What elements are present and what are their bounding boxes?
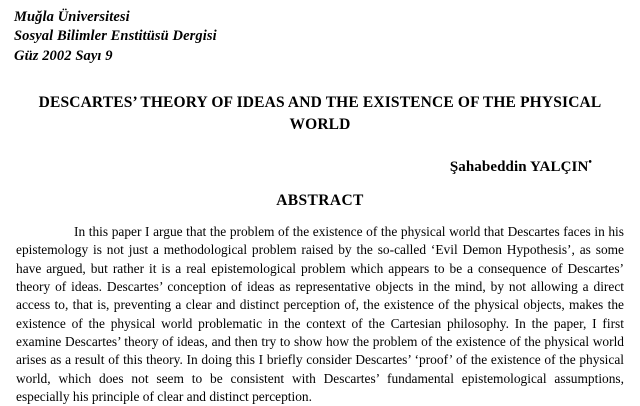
author-name: Şahabeddin YALÇIN (449, 158, 589, 175)
journal-subtitle: Sosyal Bilimler Enstitüsü Dergisi (14, 28, 217, 45)
footnote-marker: • (588, 156, 592, 168)
page-title: DESCARTES’ THEORY OF IDEAS AND THE EXISTENCE OF THE PHYSICAL WORLD (38, 93, 602, 134)
abstract-heading: ABSTRACT (276, 191, 364, 209)
abstract-text: In this paper I argue that the problem of the existence of the physical world that Descartes faces in his epistemology is not just a methodological problem raised by the so-called ‘Evil Demon Hypothesis’, as some have argued, but rather it is a real epistemological problem which appears to be a consequence of Descartes’ theory of ideas. Descartes’ conception of ideas as representative objects in the mind, by not allowing a direct access to, that is, preventing a clear and distinct perception of, the existence of the physical objects, makes the existence of the physical world problematic in the context of the Cartesian philosophy. In the paper, I first examine Descartes’ theory of ideas, and then try to show how the problem of the existence of the physical world arises as a result of this theory. In doing this I briefly consider Descartes’ ‘proof’ of the existence of the physical world, which does not seem to be consistent with Descartes’ fundamental epistemological assumptions, especially his principle of clear and distinct perception. (16, 223, 624, 405)
abstract-paragraph (14, 223, 626, 406)
author-line (14, 157, 626, 176)
journal-header (14, 8, 626, 66)
journal-issue: Güz 2002 Sayı 9 (14, 47, 113, 64)
journal-name: Muğla Üniversitesi (14, 9, 130, 25)
